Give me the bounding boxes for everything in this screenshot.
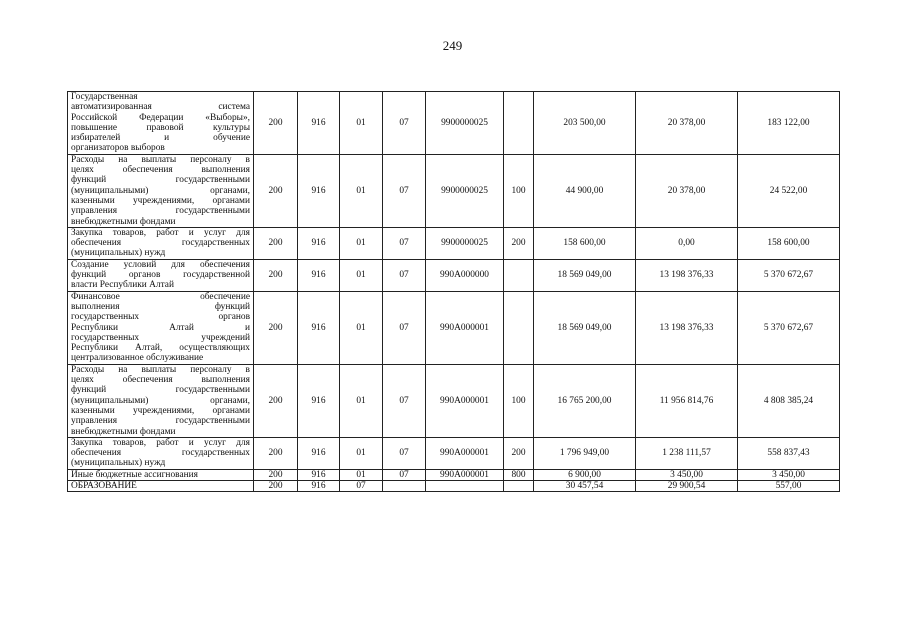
cell-amount-plan: 16 765 200,00	[534, 364, 636, 437]
cell-subsection: 07	[383, 437, 426, 469]
cell-grbs: 200	[254, 92, 298, 155]
name-line: государственных органов	[71, 312, 250, 323]
name-line: государственных учреждений	[71, 332, 250, 343]
cell-subsection: 07	[383, 92, 426, 155]
cell-ministry: 916	[298, 480, 340, 491]
cell-expense-type: 100	[504, 364, 534, 437]
cell-target-article: 9900000025	[426, 227, 504, 259]
cell-grbs: 200	[254, 227, 298, 259]
cell-expense-type: 200	[504, 227, 534, 259]
cell-amount-executed: 13 198 376,33	[636, 259, 738, 291]
cell-amount-plan: 1 796 949,00	[534, 437, 636, 469]
cell-amount-plan: 6 900,00	[534, 469, 636, 480]
cell-amount-executed: 1 238 111,57	[636, 437, 738, 469]
cell-amount-executed: 13 198 376,33	[636, 291, 738, 364]
cell-section: 01	[340, 259, 383, 291]
cell-amount-remaining: 4 808 385,24	[738, 364, 840, 437]
name-line: Закупка товаров, работ и услуг для	[71, 437, 250, 448]
table-row	[68, 480, 840, 491]
cell-target-article: 990А000001	[426, 291, 504, 364]
name-line: ОБРАЗОВАНИЕ	[71, 480, 137, 491]
name-line: обеспечения государственных	[71, 448, 250, 459]
cell-name	[68, 92, 254, 155]
cell-amount-remaining: 558 837,43	[738, 437, 840, 469]
cell-name	[68, 291, 254, 364]
name-line: организаторов выборов	[71, 143, 165, 154]
cell-amount-plan: 44 900,00	[534, 154, 636, 227]
cell-target-article: 990А000001	[426, 437, 504, 469]
cell-expense-type	[504, 92, 534, 155]
name-line: Иные бюджетные ассигнования	[71, 469, 198, 480]
cell-expense-type	[504, 259, 534, 291]
cell-target-article: 9900000025	[426, 92, 504, 155]
cell-name	[68, 437, 254, 469]
cell-subsection: 07	[383, 154, 426, 227]
name-line: обеспечения государственных	[71, 238, 250, 249]
cell-grbs: 200	[254, 154, 298, 227]
name-line: функций государственными	[71, 175, 250, 186]
name-line: Государственная	[71, 92, 138, 102]
cell-ministry: 916	[298, 469, 340, 480]
cell-amount-executed: 20 378,00	[636, 92, 738, 155]
cell-amount-executed: 11 956 814,76	[636, 364, 738, 437]
name-line: (муниципальных) нужд	[71, 458, 166, 469]
cell-amount-remaining: 5 370 672,67	[738, 259, 840, 291]
table-row	[68, 364, 840, 437]
cell-grbs: 200	[254, 437, 298, 469]
name-line: казенными учреждениями, органами	[71, 195, 250, 206]
cell-section: 01	[340, 291, 383, 364]
budget-table	[67, 91, 840, 492]
name-line: управления государственными	[71, 206, 250, 217]
cell-section: 01	[340, 469, 383, 480]
cell-amount-executed: 0,00	[636, 227, 738, 259]
cell-amount-plan: 18 569 049,00	[534, 291, 636, 364]
cell-amount-plan: 158 600,00	[534, 227, 636, 259]
name-line: Финансовое обеспечение	[71, 291, 250, 302]
cell-name	[68, 480, 254, 491]
cell-name	[68, 259, 254, 291]
cell-subsection: 07	[383, 469, 426, 480]
cell-section: 01	[340, 437, 383, 469]
cell-name	[68, 364, 254, 437]
table-body	[68, 92, 840, 492]
name-line: Республики Алтай и	[71, 322, 250, 333]
cell-grbs: 200	[254, 480, 298, 491]
cell-subsection: 07	[383, 259, 426, 291]
table-row	[68, 291, 840, 364]
cell-ministry: 916	[298, 154, 340, 227]
cell-name	[68, 469, 254, 480]
cell-ministry: 916	[298, 92, 340, 155]
cell-amount-executed: 3 450,00	[636, 469, 738, 480]
cell-target-article: 990А000001	[426, 469, 504, 480]
cell-amount-plan: 203 500,00	[534, 92, 636, 155]
cell-expense-type	[504, 480, 534, 491]
cell-target-article: 990А000000	[426, 259, 504, 291]
cell-expense-type	[504, 291, 534, 364]
name-line: (муниципальных) нужд	[71, 248, 166, 259]
cell-expense-type: 200	[504, 437, 534, 469]
cell-grbs: 200	[254, 259, 298, 291]
name-line: управления государственными	[71, 416, 250, 427]
cell-name	[68, 227, 254, 259]
cell-name	[68, 154, 254, 227]
cell-amount-remaining: 183 122,00	[738, 92, 840, 155]
table-row	[68, 437, 840, 469]
name-line: функций государственными	[71, 385, 250, 396]
name-line: Республики Алтай, осуществляющих	[71, 343, 250, 354]
cell-section: 01	[340, 364, 383, 437]
name-line: Расходы на выплаты персоналу в	[71, 154, 250, 165]
table-row	[68, 227, 840, 259]
name-line: Закупка товаров, работ и услуг для	[71, 227, 250, 238]
cell-section: 01	[340, 154, 383, 227]
name-line: целях обеспечения выполнения	[71, 375, 250, 386]
page-number: 249	[442, 38, 463, 53]
name-line: внебюджетными фондами	[71, 216, 176, 227]
cell-ministry: 916	[298, 259, 340, 291]
cell-expense-type: 800	[504, 469, 534, 480]
name-line: повышение правовой культуры	[71, 122, 250, 133]
cell-section: 01	[340, 92, 383, 155]
cell-grbs: 200	[254, 364, 298, 437]
cell-amount-remaining: 3 450,00	[738, 469, 840, 480]
name-line: выполнения функций	[71, 301, 250, 312]
table-row	[68, 154, 840, 227]
name-line: власти Республики Алтай	[71, 280, 174, 291]
cell-amount-plan: 18 569 049,00	[534, 259, 636, 291]
cell-subsection	[383, 480, 426, 491]
cell-amount-plan: 30 457,54	[534, 480, 636, 491]
name-line: (муниципальными) органами,	[71, 395, 250, 406]
cell-ministry: 916	[298, 437, 340, 469]
name-line: внебюджетными фондами	[71, 426, 176, 437]
name-line: Создание условий для обеспечения	[71, 259, 250, 270]
cell-target-article: 9900000025	[426, 154, 504, 227]
cell-subsection: 07	[383, 291, 426, 364]
cell-ministry: 916	[298, 364, 340, 437]
name-line: функций органов государственной	[71, 270, 250, 281]
cell-ministry: 916	[298, 291, 340, 364]
cell-expense-type: 100	[504, 154, 534, 227]
name-line: казенными учреждениями, органами	[71, 405, 250, 416]
cell-amount-executed: 29 900,54	[636, 480, 738, 491]
name-line: избирателей и обучение	[71, 133, 250, 144]
cell-amount-remaining: 24 522,00	[738, 154, 840, 227]
name-line: Расходы на выплаты персоналу в	[71, 364, 250, 375]
cell-amount-remaining: 5 370 672,67	[738, 291, 840, 364]
cell-target-article: 990А000001	[426, 364, 504, 437]
cell-section: 01	[340, 227, 383, 259]
cell-amount-remaining: 158 600,00	[738, 227, 840, 259]
cell-section: 07	[340, 480, 383, 491]
name-line: целях обеспечения выполнения	[71, 165, 250, 176]
name-line: автоматизированная система	[71, 102, 250, 113]
cell-subsection: 07	[383, 364, 426, 437]
cell-amount-executed: 20 378,00	[636, 154, 738, 227]
cell-ministry: 916	[298, 227, 340, 259]
cell-grbs: 200	[254, 469, 298, 480]
cell-amount-remaining: 557,00	[738, 480, 840, 491]
cell-subsection: 07	[383, 227, 426, 259]
cell-grbs: 200	[254, 291, 298, 364]
name-line: Российской Федерации «Выборы»,	[71, 112, 250, 123]
table-row	[68, 92, 840, 155]
cell-target-article	[426, 480, 504, 491]
name-line: централизованное обслуживание	[71, 353, 204, 364]
table-row	[68, 259, 840, 291]
table-row	[68, 469, 840, 480]
name-line: (муниципальными) органами,	[71, 185, 250, 196]
